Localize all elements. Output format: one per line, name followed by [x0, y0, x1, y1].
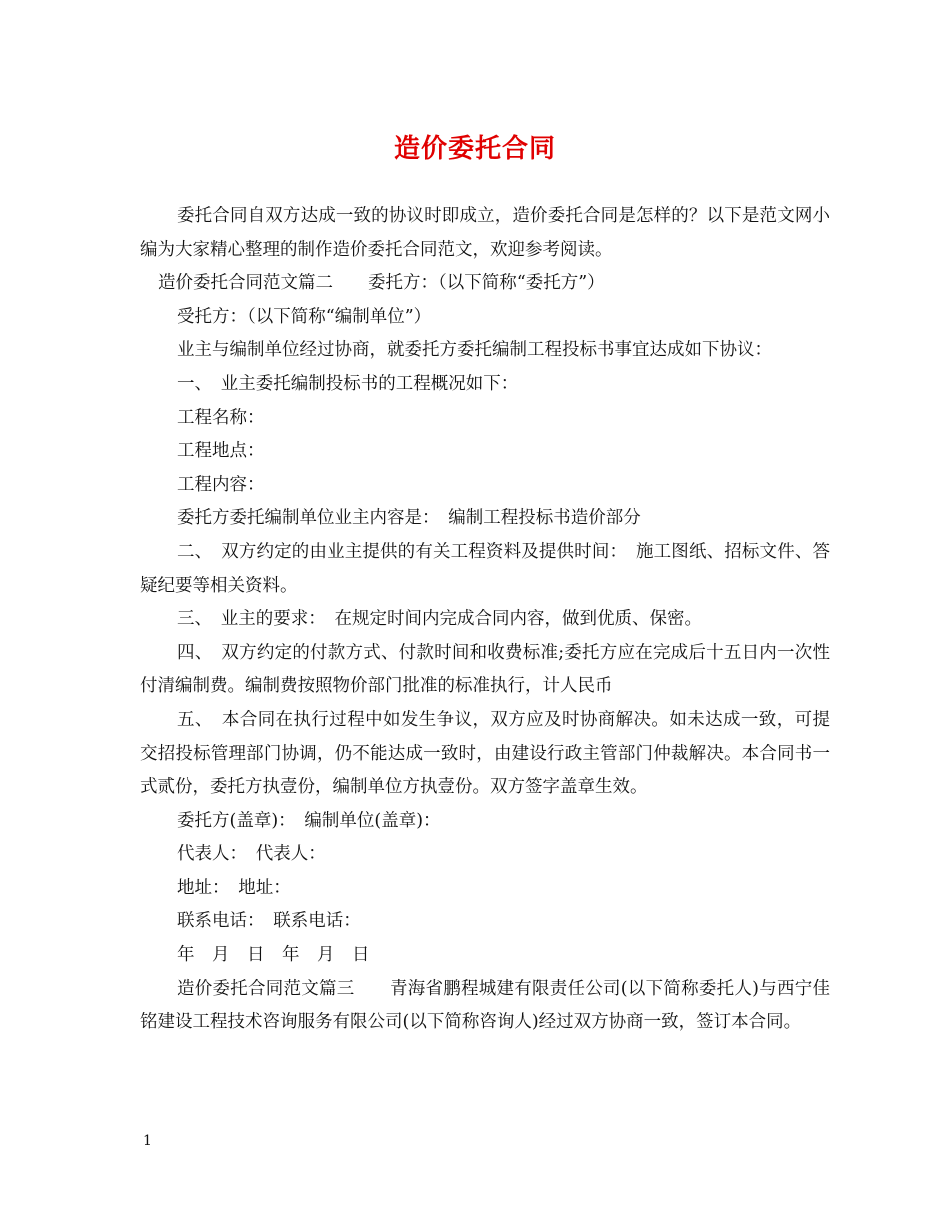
paragraph-trustee: 受托方：（以下简称“编制单位”） [177, 306, 432, 327]
paragraph-intro: 委托合同自双方达成一致的协议时即成立，造价委托合同是怎样的？以下是范文网小编为大家精心整理的制作造价委托合同范文，欢迎参考阅读。 [140, 206, 830, 260]
paragraph-project-content: 工程内容： [177, 474, 265, 495]
paragraph-clause-one: 一、 业主委托编制投标书的工程概况如下： [177, 373, 519, 394]
paragraph-sample-two-heading: 造价委托合同范文篇二 委托方：（以下简称“委托方”） [158, 273, 605, 294]
paragraph-date-line: 年 月 日 年 月 日 [177, 945, 370, 966]
paragraph-clause-two: 二、 双方约定的由业主提供的有关工程资料及提供时间： 施工图纸、招标文件、答疑纪要等相关资料。 [140, 541, 830, 596]
paragraph-clause-five: 五、 本合同在执行过程中如发生争议，双方应及时协商解决。如未达成一致，可提交招投标管理部门协调，仍不能达成一致时，由建设行政主管部门仲裁解决。本合同书一式贰份，委托方执壹份，编制单位方执壹份。双方签字盖章生效。 [140, 709, 830, 798]
paragraph-phone-line: 联系电话： 联系电话： [177, 911, 361, 932]
document-body [140, 200, 830, 1040]
paragraph-clause-four: 四、 双方约定的付款方式、付款时间和收费标准;委托方应在完成后十五日内一次性付清编制费。编制费按照物价部门批准的标准执行，计人民币 [140, 642, 830, 697]
paragraph-clause-three: 三、 业主的要求： 在规定时间内完成合同内容，做到优质、保密。 [177, 609, 702, 630]
paragraph-address-line: 地址： 地址： [177, 877, 291, 898]
paragraph-project-name: 工程名称： [177, 407, 265, 428]
paragraph-project-location: 工程地点： [177, 441, 265, 462]
paragraph-sample-three: 造价委托合同范文篇三 青海省鹏程城建有限责任公司(以下简称委托人)与西宁佳铭建设工程技术咨询服务有限公司(以下简称咨询人)经过双方协商一致，签订本合同。 [140, 978, 830, 1033]
paragraph-agreement: 业主与编制单位经过协商，就委托方委托编制工程投标书事宜达成如下协议： [177, 340, 772, 361]
page-number: 1 [143, 1133, 152, 1149]
paragraph-entrusted-content: 委托方委托编制单位业主内容是： 编制工程投标书造价部分 [177, 508, 641, 529]
document-title: 造价委托合同 [393, 134, 556, 164]
paragraph-seal-line: 委托方(盖章)： 编制单位(盖章)： [177, 810, 441, 831]
paragraph-representative-line: 代表人： 代表人： [177, 844, 326, 865]
